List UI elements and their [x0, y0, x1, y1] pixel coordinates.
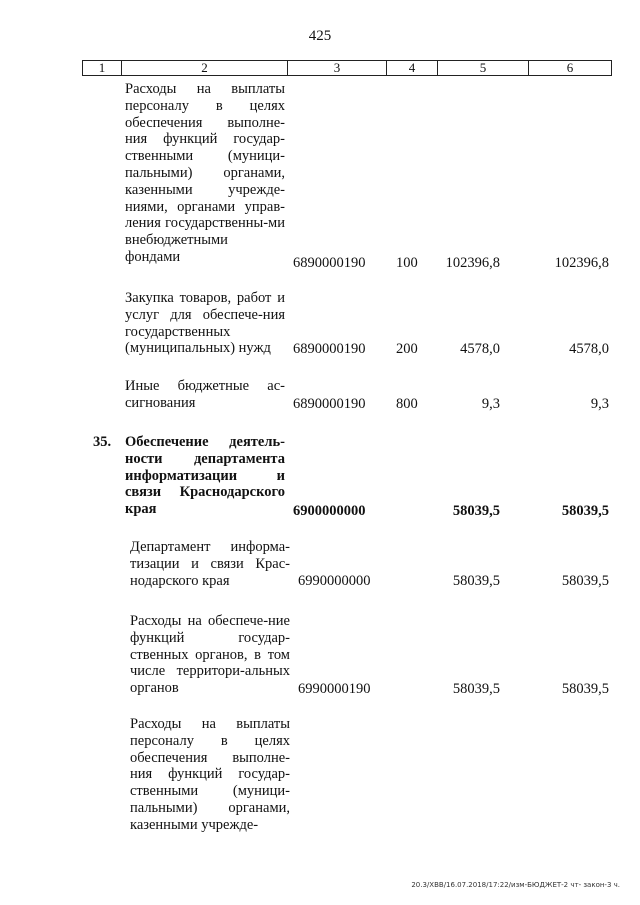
row-code: 6990000190: [298, 681, 371, 697]
row-value-2: 58039,5: [561, 681, 609, 697]
row-value-2: 58039,5: [561, 573, 609, 589]
row-code: 6990000000: [298, 573, 371, 589]
footer-stamp: 20.3/ХВВ/16.07.2018/17:22/изм-БЮДЖЕТ-2 чт- закон-3 ч.: [411, 881, 620, 889]
row-code: 6890000190: [293, 255, 366, 271]
row-value-2: 102396,8: [554, 255, 609, 271]
page-number: 425: [308, 28, 332, 44]
row-name: Расходы на обеспече-ние функций государ-ственных органов, в том числе территори-альных органов: [130, 613, 290, 697]
row-name: Обеспечение деятель-ности департамента информатизации и связи Краснодарского края: [125, 434, 285, 518]
header-col-3: 3: [288, 61, 387, 75]
row-value-2: 9,3: [590, 396, 609, 412]
row-value-1: 4578,0: [460, 341, 500, 357]
row-code: 6890000190: [293, 341, 366, 357]
row-number: 35.: [93, 434, 112, 450]
row-name: Расходы на выплаты персоналу в целях обеспечения выполне-ния функций государ-ственными (муници-пальными) органами, казенными учрежде-ниями, органами управ-ления государственны-ми внебюджетными фондами: [125, 81, 285, 265]
row-value-1: 58039,5: [452, 503, 500, 519]
row-code: 6890000190: [293, 396, 366, 412]
table-header: [82, 60, 612, 76]
row-name: Департамент информа-тизации и связи Крас-нодарского края: [130, 539, 290, 589]
row-type: 200: [396, 341, 418, 357]
row-value-1: 102396,8: [445, 255, 500, 271]
row-value-2: 58039,5: [561, 503, 609, 519]
row-type: 800: [396, 396, 418, 412]
row-value-1: 9,3: [481, 396, 500, 412]
header-col-1: 1: [83, 61, 122, 75]
row-name: Расходы на выплаты персоналу в целях обеспечения выполне-ния функций государ-ственными (муници-пальными) органами, казенными учрежде-: [130, 716, 290, 833]
row-name: Закупка товаров, работ и услуг для обеспече-ния государственных (муниципальных) нужд: [125, 290, 285, 357]
row-value-2: 4578,0: [569, 341, 609, 357]
row-code: 6900000000: [293, 503, 366, 519]
row-value-1: 58039,5: [452, 681, 500, 697]
header-col-6: 6: [566, 60, 574, 75]
row-type: 100: [396, 255, 418, 271]
header-col-4: 4: [387, 61, 438, 75]
row-name: Иные бюджетные ас-сигнования: [125, 378, 285, 411]
row-value-1: 58039,5: [452, 573, 500, 589]
header-col-2: 2: [122, 61, 288, 75]
header-col-5: 5: [438, 61, 529, 75]
